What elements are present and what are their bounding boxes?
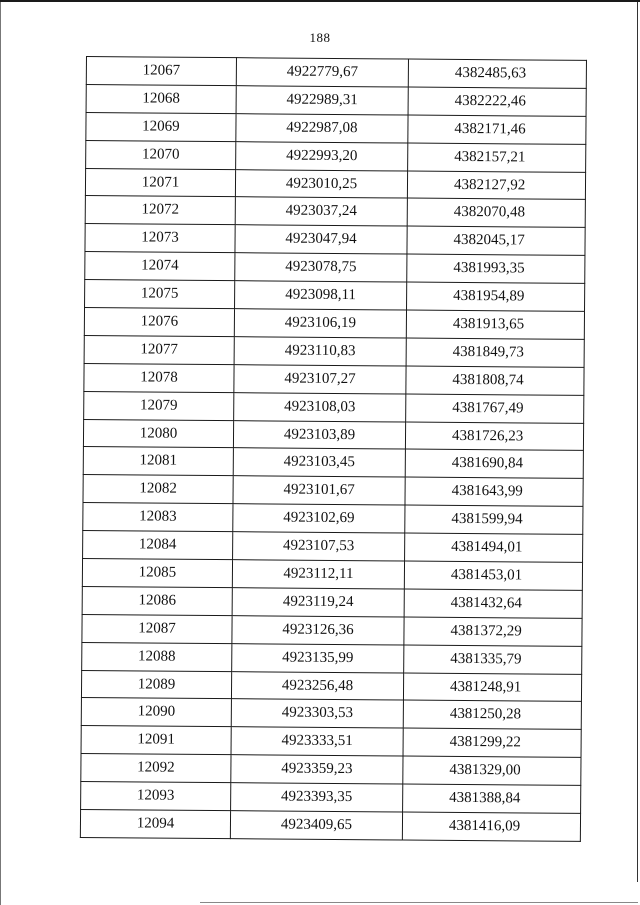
point-number-cell: 12091 xyxy=(81,726,231,755)
point-number-cell: 12073 xyxy=(85,224,235,253)
point-number-cell: 12079 xyxy=(84,391,234,420)
y-coordinate-cell: 4381416,09 xyxy=(402,812,580,841)
y-coordinate-cell: 4381248,91 xyxy=(403,673,581,702)
table-row xyxy=(83,447,583,479)
page-number: 188 xyxy=(309,30,331,45)
table-row xyxy=(82,642,582,674)
point-number-cell: 12078 xyxy=(84,363,234,392)
y-coordinate-cell: 4381849,73 xyxy=(406,338,584,367)
table-row xyxy=(84,391,584,423)
table-row xyxy=(80,810,580,842)
scan-edge-right xyxy=(637,2,638,882)
table-row xyxy=(86,112,586,144)
table-row xyxy=(82,586,582,618)
x-coordinate-cell: 4923409,65 xyxy=(230,811,402,840)
x-coordinate-cell: 4923101,67 xyxy=(233,476,405,505)
x-coordinate-cell: 4923107,27 xyxy=(234,364,406,393)
table-row xyxy=(85,224,585,256)
x-coordinate-cell: 4922993,20 xyxy=(236,141,408,170)
x-coordinate-cell: 4922989,31 xyxy=(236,86,408,115)
x-coordinate-cell: 4923119,24 xyxy=(232,588,404,617)
x-coordinate-cell: 4922987,08 xyxy=(236,113,408,142)
x-coordinate-cell: 4923110,83 xyxy=(234,337,406,366)
table-row xyxy=(83,419,583,451)
y-coordinate-cell: 4381453,01 xyxy=(404,561,582,590)
y-coordinate-cell: 4382485,63 xyxy=(408,59,586,88)
table-row xyxy=(81,754,581,786)
x-coordinate-cell: 4923047,94 xyxy=(235,225,407,254)
x-coordinate-cell: 4923108,03 xyxy=(234,392,406,421)
table-row xyxy=(85,280,585,312)
y-coordinate-cell: 4382045,17 xyxy=(407,226,585,255)
y-coordinate-cell: 4381643,99 xyxy=(405,477,583,506)
y-coordinate-cell: 4381913,65 xyxy=(406,310,584,339)
table-row xyxy=(84,308,584,340)
table-row xyxy=(81,670,581,702)
table-row xyxy=(83,503,583,535)
y-coordinate-cell: 4382157,21 xyxy=(408,143,586,172)
point-number-cell: 12094 xyxy=(80,810,230,839)
y-coordinate-cell: 4382171,46 xyxy=(408,115,586,144)
point-number-cell: 12088 xyxy=(82,642,232,671)
point-number-cell: 12085 xyxy=(82,559,232,588)
table-row xyxy=(85,168,585,200)
point-number-cell: 12093 xyxy=(81,782,231,811)
scan-edge-bottom xyxy=(200,902,638,903)
table-row xyxy=(83,475,583,507)
coordinates-table xyxy=(80,56,587,842)
y-coordinate-cell: 4382070,48 xyxy=(407,198,585,227)
point-number-cell: 12070 xyxy=(86,140,236,169)
x-coordinate-cell: 4923359,23 xyxy=(231,755,403,784)
point-number-cell: 12082 xyxy=(83,475,233,504)
y-coordinate-cell: 4381299,22 xyxy=(403,728,581,757)
point-number-cell: 12069 xyxy=(86,112,236,141)
y-coordinate-cell: 4381808,74 xyxy=(406,366,584,395)
x-coordinate-cell: 4923256,48 xyxy=(231,671,403,700)
table-row xyxy=(84,335,584,367)
table-row xyxy=(81,726,581,758)
table-row xyxy=(86,84,586,116)
x-coordinate-cell: 4923303,53 xyxy=(231,699,403,728)
x-coordinate-cell: 4923393,35 xyxy=(231,783,403,812)
y-coordinate-cell: 4381993,35 xyxy=(407,254,585,283)
scan-edge-top xyxy=(0,0,640,2)
x-coordinate-cell: 4923010,25 xyxy=(235,169,407,198)
point-number-cell: 12080 xyxy=(83,419,233,448)
coordinates-table-container xyxy=(80,56,586,842)
x-coordinate-cell: 4923107,53 xyxy=(233,532,405,561)
x-coordinate-cell: 4923112,11 xyxy=(232,560,404,589)
point-number-cell: 12068 xyxy=(86,84,236,113)
table-row xyxy=(84,363,584,395)
y-coordinate-cell: 4381250,28 xyxy=(403,700,581,729)
y-coordinate-cell: 4382127,92 xyxy=(407,171,585,200)
table-row xyxy=(86,57,586,89)
point-number-cell: 12087 xyxy=(82,614,232,643)
y-coordinate-cell: 4381372,29 xyxy=(404,617,582,646)
point-number-cell: 12075 xyxy=(85,280,235,309)
table-row xyxy=(81,698,581,730)
x-coordinate-cell: 4923098,11 xyxy=(235,281,407,310)
x-coordinate-cell: 4923106,19 xyxy=(234,309,406,338)
y-coordinate-cell: 4381726,23 xyxy=(405,422,583,451)
y-coordinate-cell: 4382222,46 xyxy=(408,87,586,116)
x-coordinate-cell: 4923135,99 xyxy=(232,643,404,672)
point-number-cell: 12077 xyxy=(84,335,234,364)
x-coordinate-cell: 4923102,69 xyxy=(233,504,405,533)
point-number-cell: 12067 xyxy=(86,57,236,86)
table-row xyxy=(81,782,581,814)
coordinates-table-body xyxy=(80,57,586,842)
y-coordinate-cell: 4381494,01 xyxy=(405,533,583,562)
x-coordinate-cell: 4923103,45 xyxy=(233,448,405,477)
table-row xyxy=(82,614,582,646)
table-row xyxy=(85,252,585,284)
point-number-cell: 12086 xyxy=(82,586,232,615)
point-number-cell: 12084 xyxy=(83,531,233,560)
y-coordinate-cell: 4381767,49 xyxy=(406,394,584,423)
point-number-cell: 12074 xyxy=(85,252,235,281)
point-number-cell: 12081 xyxy=(83,447,233,476)
x-coordinate-cell: 4922779,67 xyxy=(236,58,408,87)
point-number-cell: 12090 xyxy=(81,698,231,727)
table-row xyxy=(85,196,585,228)
point-number-cell: 12072 xyxy=(85,196,235,225)
point-number-cell: 12092 xyxy=(81,754,231,783)
x-coordinate-cell: 4923103,89 xyxy=(233,420,405,449)
y-coordinate-cell: 4381388,84 xyxy=(403,784,581,813)
x-coordinate-cell: 4923126,36 xyxy=(232,615,404,644)
y-coordinate-cell: 4381690,84 xyxy=(405,449,583,478)
y-coordinate-cell: 4381954,89 xyxy=(407,282,585,311)
y-coordinate-cell: 4381599,94 xyxy=(405,505,583,534)
point-number-cell: 12089 xyxy=(81,670,231,699)
y-coordinate-cell: 4381432,64 xyxy=(404,589,582,618)
point-number-cell: 12076 xyxy=(84,308,234,337)
scan-edge-left xyxy=(0,0,1,905)
table-row xyxy=(82,559,582,591)
x-coordinate-cell: 4923078,75 xyxy=(235,253,407,282)
x-coordinate-cell: 4923333,51 xyxy=(231,727,403,756)
table-row xyxy=(86,140,586,172)
point-number-cell: 12071 xyxy=(85,168,235,197)
x-coordinate-cell: 4923037,24 xyxy=(235,197,407,226)
table-row xyxy=(83,531,583,563)
point-number-cell: 12083 xyxy=(83,503,233,532)
y-coordinate-cell: 4381329,00 xyxy=(403,756,581,785)
y-coordinate-cell: 4381335,79 xyxy=(404,645,582,674)
